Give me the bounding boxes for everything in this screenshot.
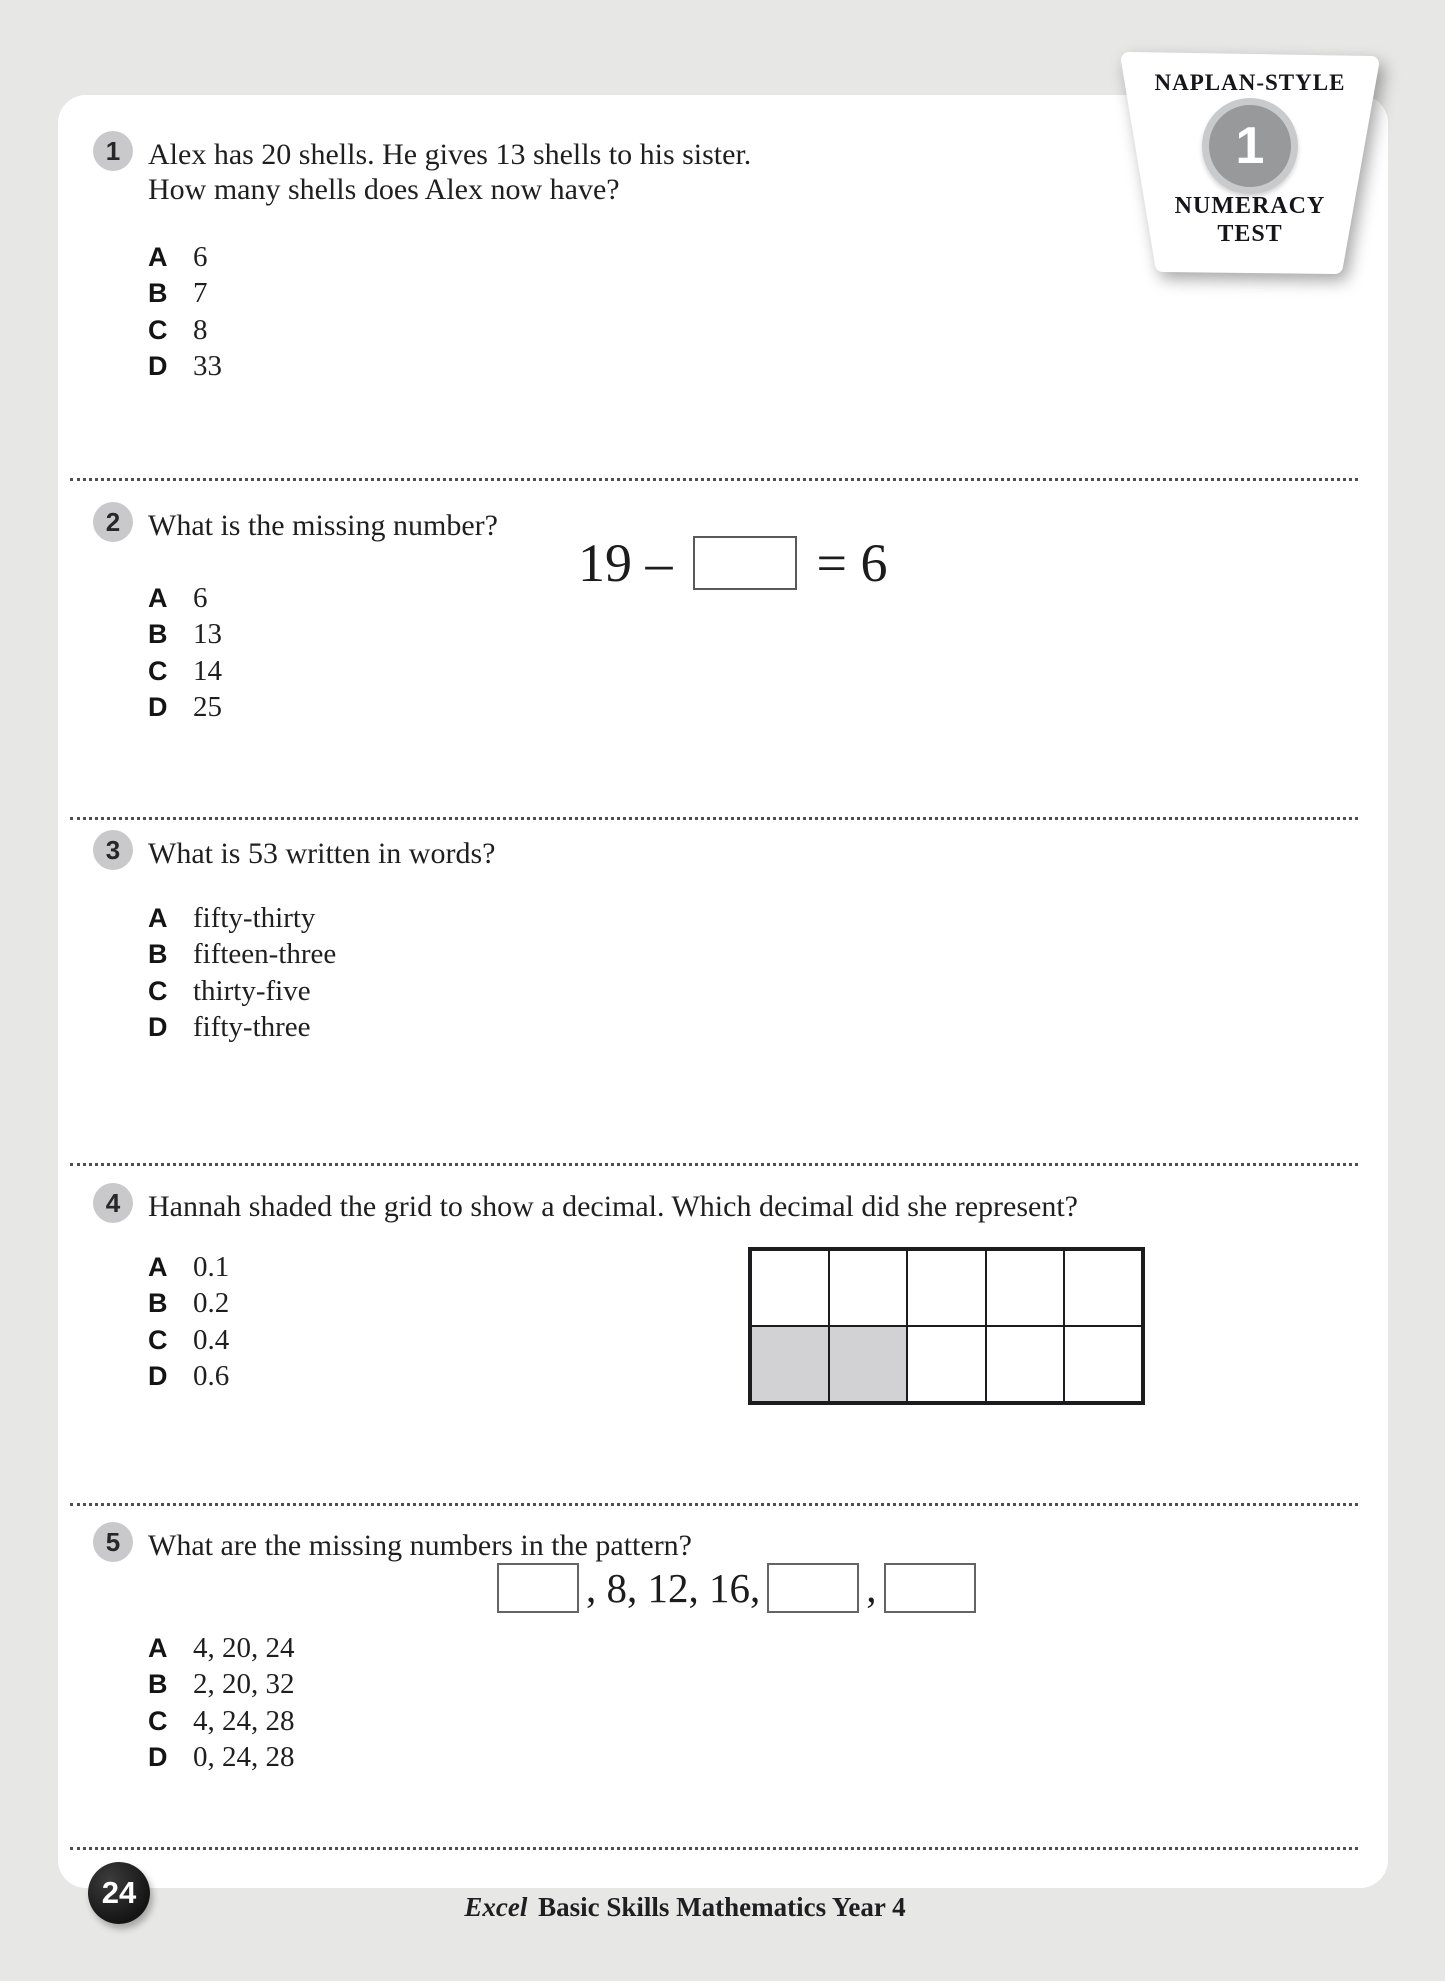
number-pattern bbox=[497, 1563, 976, 1613]
option-row bbox=[148, 691, 222, 727]
option-value: 7 bbox=[193, 277, 208, 310]
option-letter: B bbox=[148, 278, 168, 309]
option-letter: D bbox=[148, 350, 168, 381]
option-letter: D bbox=[148, 691, 168, 722]
option-value: 0.4 bbox=[193, 1323, 230, 1356]
option-value: fifty-three bbox=[193, 1010, 311, 1043]
option-letter: A bbox=[148, 903, 168, 933]
option-letter: C bbox=[148, 1705, 168, 1736]
option-row bbox=[148, 582, 222, 618]
question-number-badge: 1 bbox=[93, 131, 133, 171]
option-letter: D bbox=[148, 1011, 168, 1042]
question-text-line: Alex has 20 shells. He gives 13 shells to his sister. bbox=[148, 138, 752, 171]
option-letter: B bbox=[148, 939, 168, 970]
option-row bbox=[148, 1011, 336, 1047]
option-value: 13 bbox=[193, 618, 222, 651]
option-row bbox=[148, 618, 222, 654]
option-value: fifteen-three bbox=[193, 938, 337, 971]
pattern-separator: , bbox=[866, 1565, 877, 1611]
grid-cell bbox=[907, 1326, 985, 1402]
options-list bbox=[148, 1632, 295, 1777]
option-letter: C bbox=[148, 655, 168, 686]
options-list bbox=[148, 582, 222, 727]
grid-cell bbox=[829, 1250, 907, 1326]
book-title bbox=[405, 1892, 965, 1923]
pattern-answer-box bbox=[884, 1563, 976, 1613]
option-value: 8 bbox=[193, 313, 208, 346]
option-letter: C bbox=[148, 1324, 168, 1355]
option-row bbox=[148, 1324, 229, 1360]
option-row bbox=[148, 902, 336, 938]
options-list bbox=[148, 1251, 229, 1396]
option-value: 2, 20, 32 bbox=[193, 1668, 295, 1701]
option-row bbox=[148, 1251, 229, 1287]
option-row bbox=[148, 1360, 229, 1396]
option-row bbox=[148, 938, 336, 974]
option-row bbox=[148, 1287, 229, 1323]
dotted-divider bbox=[70, 1847, 1358, 1850]
dotted-divider bbox=[70, 1163, 1358, 1166]
option-value: 33 bbox=[193, 349, 222, 382]
pattern-sequence-text: , 8, 12, 16, bbox=[586, 1565, 761, 1611]
option-letter: A bbox=[148, 583, 168, 613]
option-letter: D bbox=[148, 1360, 168, 1391]
equation-answer-box bbox=[693, 536, 797, 590]
grid-cell bbox=[1064, 1250, 1142, 1326]
option-letter: D bbox=[148, 1741, 168, 1772]
dotted-divider bbox=[70, 478, 1358, 481]
test-number-circle: 1 bbox=[1202, 98, 1298, 194]
option-value: 6 bbox=[193, 241, 208, 273]
badge-subtitle-line2: TEST bbox=[1217, 221, 1283, 247]
pattern-answer-box bbox=[497, 1563, 579, 1613]
pattern-answer-box bbox=[767, 1563, 859, 1613]
question-number-badge: 5 bbox=[93, 1522, 133, 1562]
question-number-badge: 3 bbox=[93, 830, 133, 870]
grid-cell bbox=[986, 1326, 1064, 1402]
option-row bbox=[148, 1632, 295, 1668]
option-row bbox=[148, 1741, 295, 1777]
question-text-line: What is the missing number? bbox=[148, 509, 498, 542]
grid-cell bbox=[751, 1250, 829, 1326]
grid-cell bbox=[1064, 1326, 1142, 1402]
option-row bbox=[148, 277, 222, 313]
equation-right: = 6 bbox=[816, 533, 888, 593]
option-value: 0, 24, 28 bbox=[193, 1740, 295, 1773]
question-text bbox=[148, 836, 1358, 871]
option-value: 6 bbox=[193, 582, 208, 614]
question-text-line: What are the missing numbers in the pattern? bbox=[148, 1529, 692, 1562]
option-row bbox=[148, 975, 336, 1011]
question-text bbox=[148, 1528, 1358, 1563]
options-list bbox=[148, 241, 222, 386]
dotted-divider bbox=[70, 817, 1358, 820]
option-letter: A bbox=[148, 1633, 168, 1663]
option-value: 4, 24, 28 bbox=[193, 1704, 295, 1737]
grid-cell bbox=[986, 1250, 1064, 1326]
question-number-badge: 2 bbox=[93, 502, 133, 542]
question-number-badge: 4 bbox=[93, 1183, 133, 1223]
option-letter: B bbox=[148, 1288, 168, 1319]
equation-left: 19 – bbox=[578, 533, 673, 593]
badge-title: NAPLAN-STYLE bbox=[1154, 70, 1346, 95]
option-letter: C bbox=[148, 975, 168, 1006]
page-number-badge: 24 bbox=[88, 1862, 150, 1924]
option-letter: C bbox=[148, 314, 168, 345]
option-row bbox=[148, 314, 222, 350]
book-title-series: Excel bbox=[464, 1892, 528, 1922]
option-letter: B bbox=[148, 1669, 168, 1700]
question-text bbox=[148, 1189, 1358, 1224]
question-text-line: Hannah shaded the grid to show a decimal. Which decimal did she represent? bbox=[148, 1190, 1078, 1223]
dotted-divider bbox=[70, 1503, 1358, 1506]
grid-cell bbox=[907, 1250, 985, 1326]
option-row bbox=[148, 655, 222, 691]
option-row bbox=[148, 350, 222, 386]
grid-cell-shaded bbox=[829, 1326, 907, 1402]
option-value: 25 bbox=[193, 690, 222, 723]
question-text-line: How many shells does Alex now have? bbox=[148, 173, 620, 206]
decimal-grid bbox=[748, 1247, 1145, 1405]
option-letter: B bbox=[148, 619, 168, 650]
option-letter: A bbox=[148, 1252, 168, 1282]
badge-subtitle-line1: NUMERACY bbox=[1174, 193, 1326, 219]
option-row bbox=[148, 1705, 295, 1741]
option-value: fifty-thirty bbox=[193, 902, 316, 934]
question-text-line: What is 53 written in words? bbox=[148, 837, 496, 870]
worksheet-page-panel bbox=[58, 95, 1388, 1888]
option-row bbox=[148, 1668, 295, 1704]
equation bbox=[578, 532, 887, 594]
grid-cell-shaded bbox=[751, 1326, 829, 1402]
option-value: 0.2 bbox=[193, 1287, 230, 1320]
option-value: thirty-five bbox=[193, 974, 311, 1007]
option-value: 0.1 bbox=[193, 1251, 230, 1283]
option-row bbox=[148, 241, 222, 277]
book-title-rest: Basic Skills Mathematics Year 4 bbox=[531, 1892, 906, 1922]
option-value: 14 bbox=[193, 654, 222, 687]
options-list bbox=[148, 902, 336, 1047]
naplan-test-badge bbox=[1105, 40, 1395, 275]
option-value: 0.6 bbox=[193, 1359, 230, 1392]
option-letter: A bbox=[148, 242, 168, 272]
option-value: 4, 20, 24 bbox=[193, 1632, 295, 1664]
